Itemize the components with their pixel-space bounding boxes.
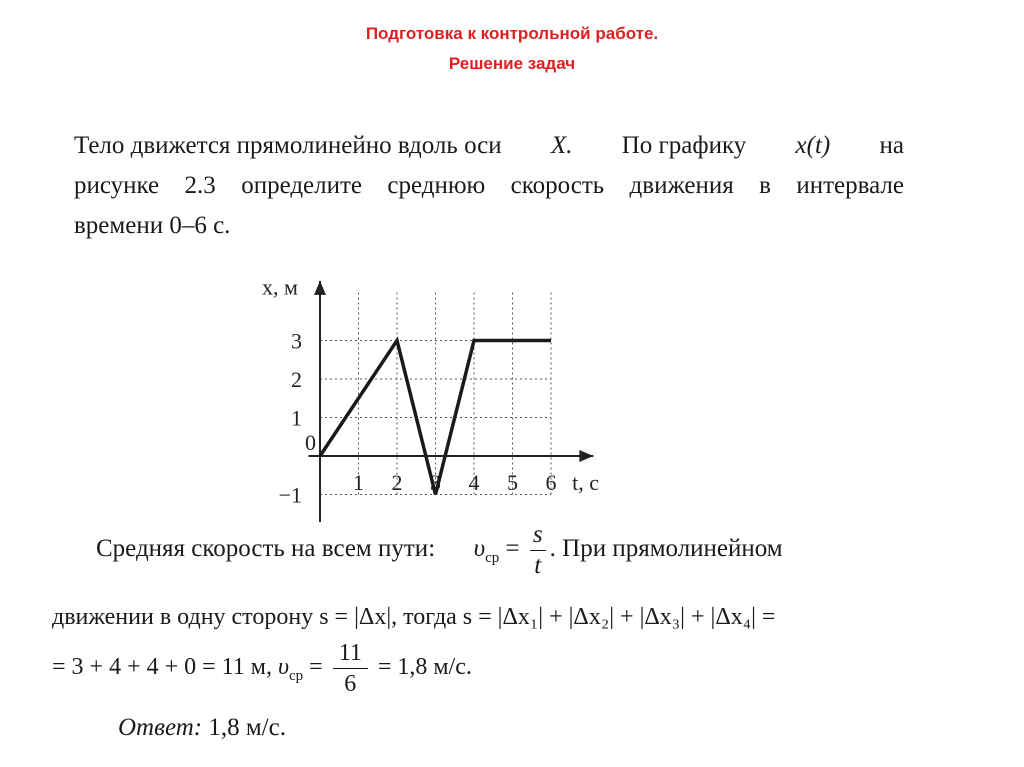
fraction-denominator-2: 6 (344, 671, 357, 697)
solution-text-1b: . При прямолинейном (549, 535, 783, 563)
problem-text-1c: По графику (621, 132, 747, 159)
answer-value: 1,8 м/с. (208, 714, 286, 741)
problem-text-1e: на (879, 132, 904, 159)
x-tick-label: 6 (545, 470, 557, 495)
velocity-symbol-2: υ (277, 654, 289, 681)
velocity-subscript: ср (485, 550, 500, 567)
solution-line-3 (52, 638, 472, 699)
axis-name: X. (550, 132, 573, 159)
problem-line-2 (74, 166, 904, 206)
fraction-numerator: s (530, 520, 546, 551)
solution-line-2 (52, 604, 775, 631)
velocity-subscript-2: ср (289, 667, 304, 684)
x-axis-arrow (579, 450, 593, 462)
slide-title-line2: Решение задач (448, 54, 576, 73)
problem-text-1a: Тело движется прямолинейно вдоль оси (74, 132, 502, 159)
problem-statement (74, 126, 904, 246)
answer-line (118, 714, 286, 742)
y-tick-label: 0 (305, 430, 316, 455)
x-tick-label: 1 (353, 470, 364, 495)
equals-sign: = (505, 535, 520, 563)
y-tick-label: 1 (291, 405, 302, 431)
fraction-numerator-2: 11 (333, 638, 368, 669)
y-tick-label: −1 (278, 482, 302, 508)
velocity-symbol: υ (473, 535, 486, 563)
x-tick-label: 3 (430, 470, 441, 495)
x-axis-label: t, с (572, 470, 600, 495)
function-name: x(t) (795, 132, 831, 159)
fraction-11-over-6 (333, 638, 368, 699)
equals-sign-2: = (309, 654, 323, 681)
solution-text-2: движении в одну сторону s = |Δx|, тогда s = |Δx₁| + |Δx₂| + |Δx₃| + |Δx₄| = (52, 604, 776, 630)
y-tick-label: 2 (291, 367, 302, 392)
fraction-denominator: t (534, 552, 542, 579)
problem-text-3: времени 0–6 с. (74, 212, 231, 239)
fraction-s-over-t (530, 520, 546, 581)
y-tick-label: 3 (291, 328, 302, 354)
y-axis-label: x, м (262, 274, 298, 300)
x-tick-label: 4 (468, 470, 480, 495)
problem-text-2: рисунке 2.3 определите среднюю скорость движения в интервале (74, 172, 904, 199)
answer-label: Ответ: (118, 714, 203, 741)
slide-title-line1: Подготовка к контрольной работе. (365, 24, 659, 43)
solution-line-1 (96, 520, 783, 581)
solution-text-3a: = 3 + 4 + 4 + 0 = 11 м, (52, 654, 272, 681)
problem-line-1 (74, 126, 904, 166)
problem-line-3 (74, 206, 904, 246)
solution-text-3b: = 1,8 м/с. (377, 654, 472, 681)
y-axis-arrow (314, 281, 326, 295)
x-tick-label: 5 (507, 470, 518, 495)
x-tick-label: 2 (391, 470, 403, 495)
position-time-chart (250, 262, 650, 522)
solution-text-1a: Средняя скорость на всем пути: (96, 535, 436, 563)
